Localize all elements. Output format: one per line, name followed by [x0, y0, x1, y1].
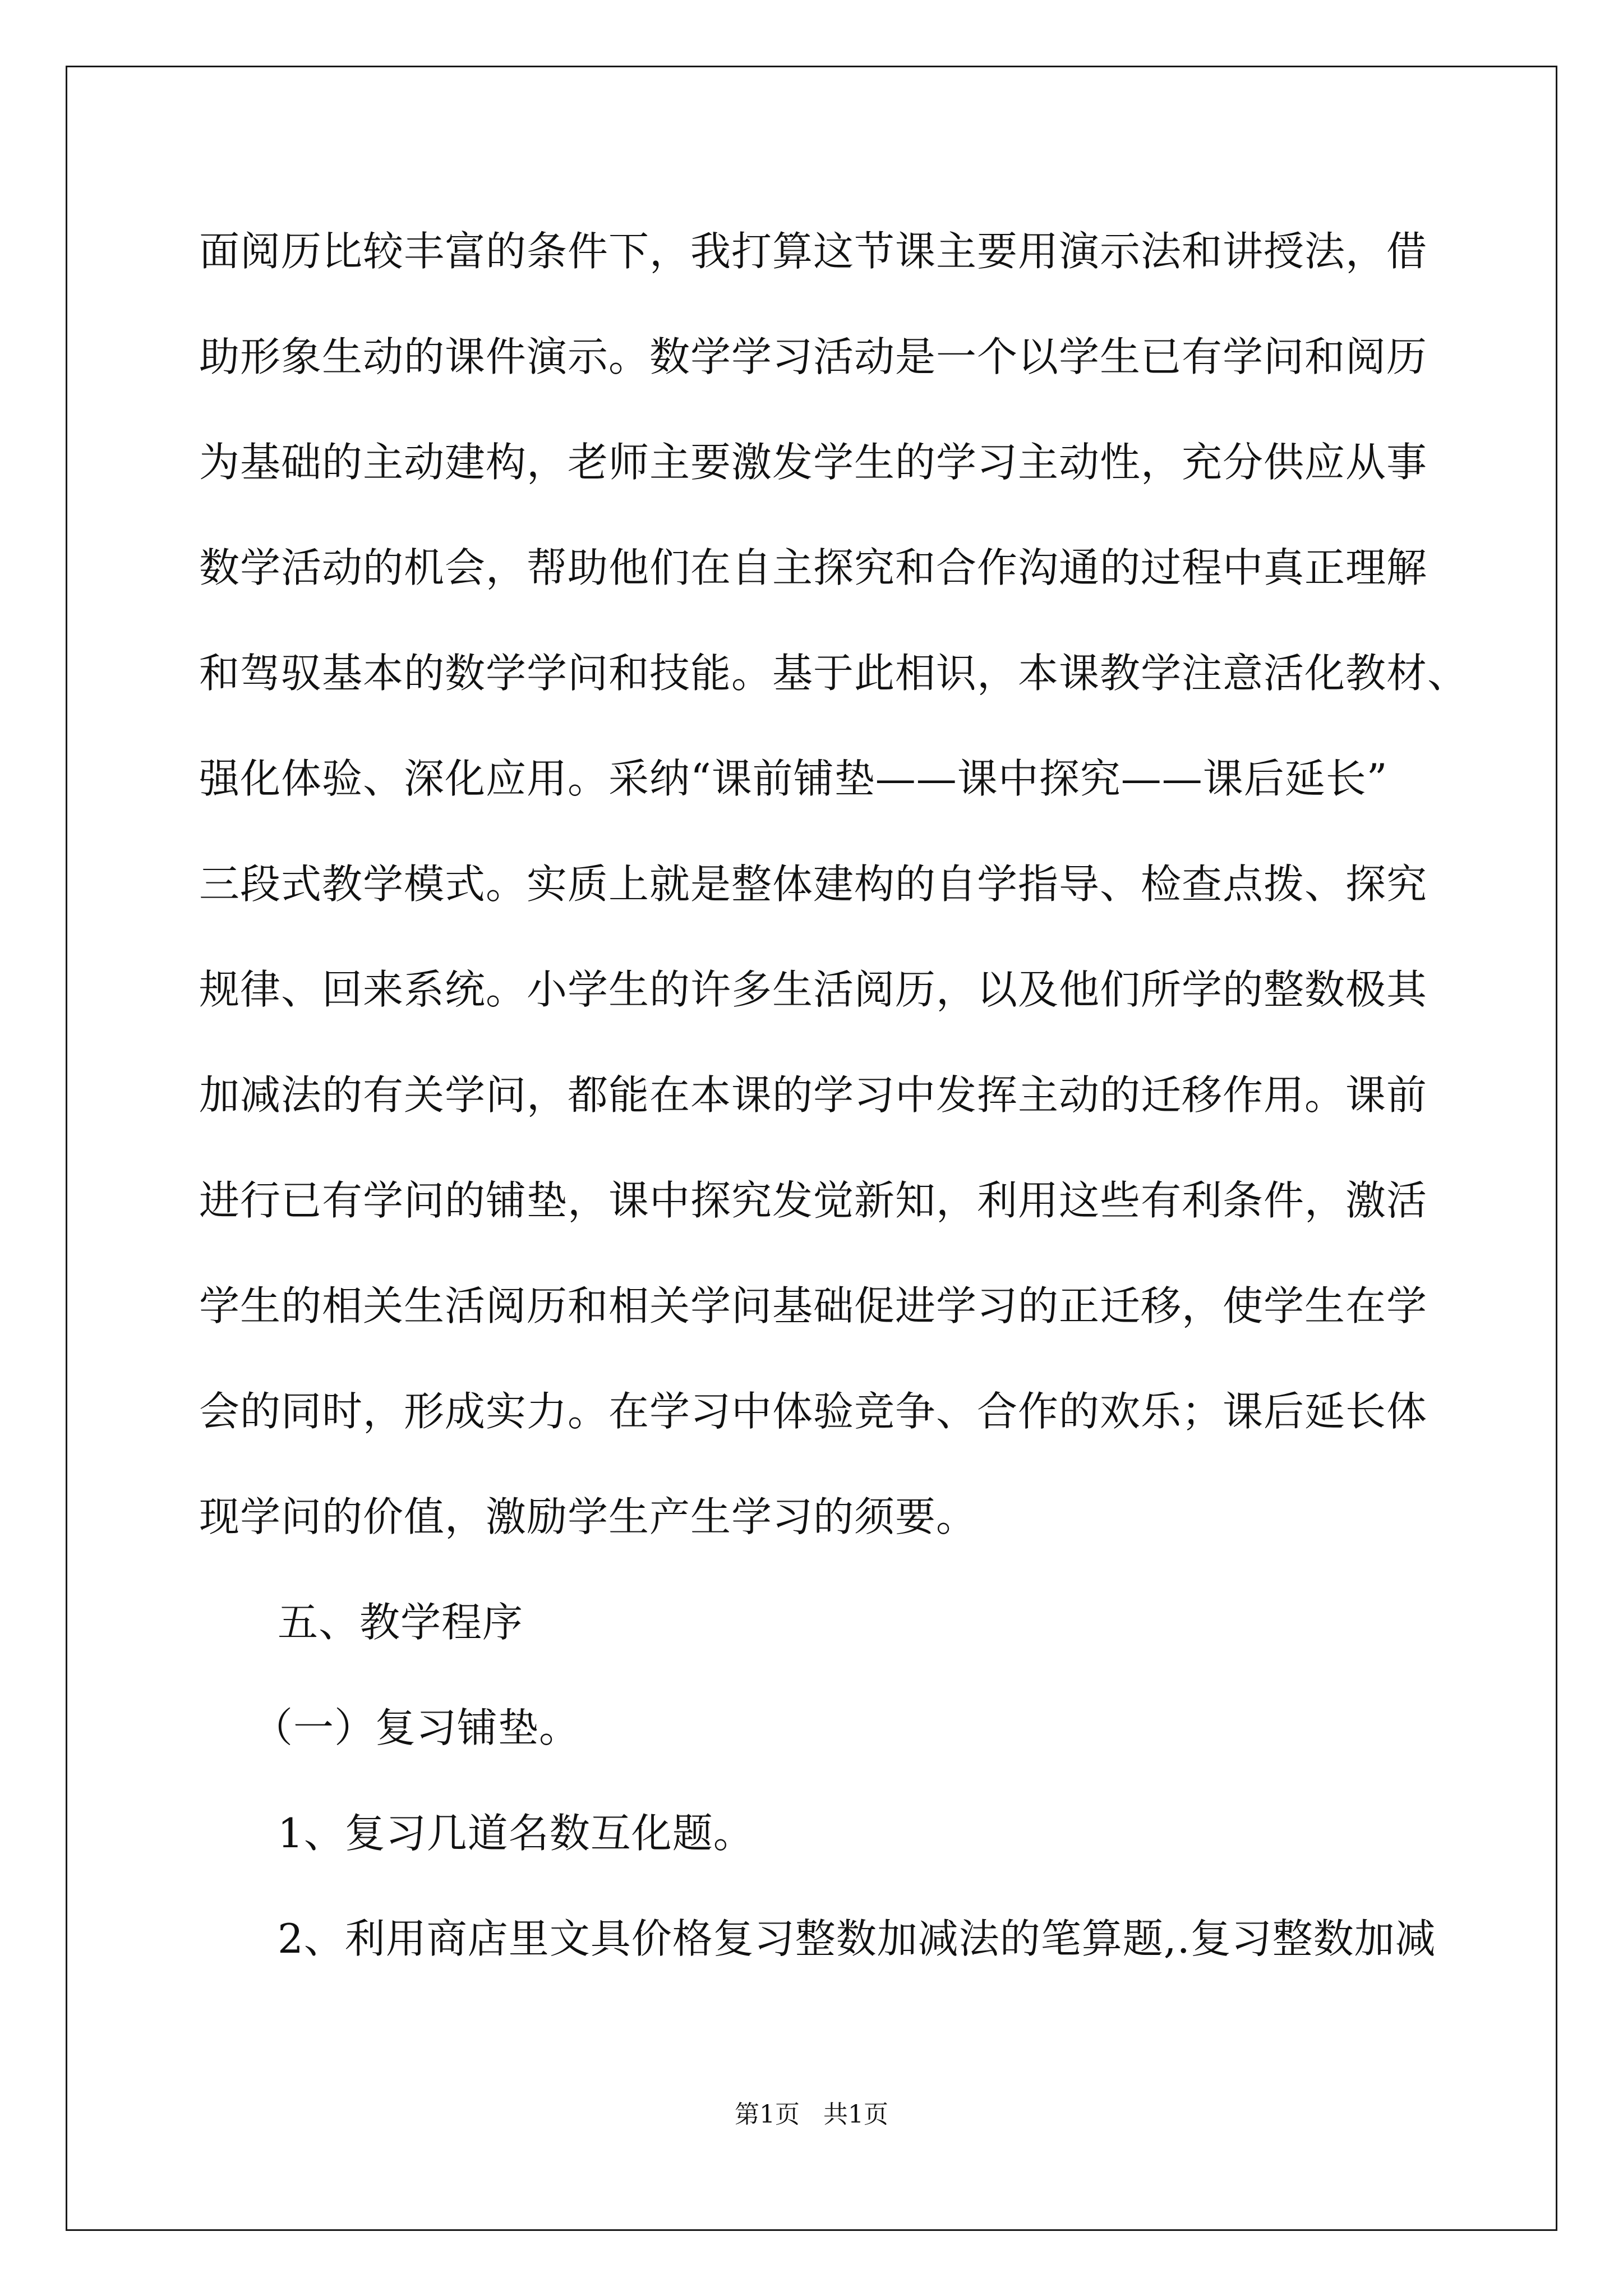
page-footer: 第1页 共1页 — [735, 2100, 888, 2129]
body-text-line: 强化体验、深化应用。采纳“课前铺垫——课中探究——课后延长” — [199, 755, 1388, 802]
body-text-line: 学生的相关生活阅历和相关学问基础促进学习的正迁移，使学生在学 — [199, 1282, 1428, 1329]
body-text-line: 会的同时，形成实力。在学习中体验竞争、合作的欢乐；课后延长体 — [199, 1388, 1428, 1435]
body-text-line: 进行已有学问的铺垫，课中探究发觉新知，利用这些有利条件，激活 — [199, 1177, 1428, 1224]
section-heading: 五、教学程序 — [278, 1599, 524, 1646]
body-text-line: 助形象生动的课件演示。数学学习活动是一个以学生已有学问和阅历 — [199, 333, 1428, 380]
list-item: 2、利用商店里文具价格复习整数加减法的笔算题,.复习整数加减 — [278, 1915, 1436, 1962]
body-text-line: 为基础的主动建构，老师主要激发学生的学习主动性，充分供应从事 — [199, 439, 1428, 486]
body-text-line: 面阅历比较丰富的条件下，我打算这节课主要用演示法和讲授法，借 — [199, 228, 1428, 275]
subsection-heading: （一）复习铺垫。 — [252, 1704, 580, 1751]
body-text-line: 规律、回来系统。小学生的许多生活阅历，以及他们所学的整数极其 — [199, 966, 1428, 1013]
body-text-line: 现学问的价值，激励学生产生学习的须要。 — [199, 1493, 978, 1540]
body-text-line: 加减法的有关学问，都能在本课的学习中发挥主动的迁移作用。课前 — [199, 1071, 1428, 1119]
body-text-line: 三段式教学模式。实质上就是整体建构的自学指导、检查点拨、探究 — [199, 861, 1428, 908]
list-item: 1、复习几道名数互化题。 — [278, 1810, 754, 1857]
body-text-line: 数学活动的机会，帮助他们在自主探究和合作沟通的过程中真正理解 — [199, 544, 1428, 591]
body-text-line: 和驾驭基本的数学学问和技能。基于此相识，本课教学注意活化教材、 — [199, 650, 1469, 697]
page-border — [66, 66, 1557, 2231]
